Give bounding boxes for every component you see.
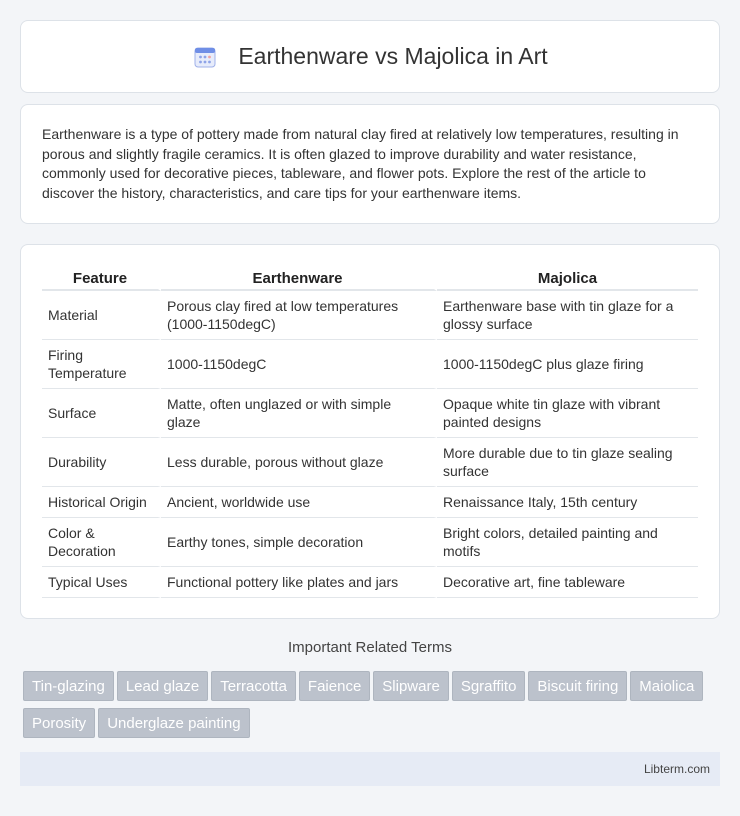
table-row xyxy=(42,340,698,389)
footer-brand-link[interactable]: Libterm.com xyxy=(643,762,710,776)
calendar-grid-icon xyxy=(192,44,218,70)
page-title: Earthenware vs Majolica in Art xyxy=(238,43,548,69)
cell-earthenware: Functional pottery like plates and jars xyxy=(161,567,437,598)
tag-tin-glazing[interactable]: Tin-glazing xyxy=(23,671,114,701)
intro-text: Earthenware is a type of pottery made from natural clay fired at relatively low temperatures, resulting in porous and slightly fragile ceramics. It is often glazed to improve durability and water resistance, commonly used for decorative pieces, tableware, and flower pots. Explore the rest of the article to discover the history, characteristics, and care tips for your earthenware items. xyxy=(42,126,679,201)
cell-earthenware: Matte, often unglazed or with simple glaze xyxy=(161,389,437,438)
table-row xyxy=(42,567,698,598)
table-row xyxy=(42,487,698,518)
cell-majolica: Renaissance Italy, 15th century xyxy=(437,487,698,518)
header-earthenware: Earthenware xyxy=(161,265,437,291)
header-majolica: Majolica xyxy=(437,265,698,291)
tag-maiolica[interactable]: Maiolica xyxy=(630,671,703,701)
cell-earthenware: Earthy tones, simple decoration xyxy=(161,518,437,567)
cell-majolica: Bright colors, detailed painting and motifs xyxy=(437,518,698,567)
cell-earthenware: 1000-1150degC xyxy=(161,340,437,389)
tag-biscuit-firing[interactable]: Biscuit firing xyxy=(528,671,627,701)
comparison-table xyxy=(42,265,698,598)
table-row xyxy=(42,389,698,438)
related-tags xyxy=(23,671,723,745)
comparison-card xyxy=(20,244,720,619)
footer xyxy=(20,752,720,786)
title-card xyxy=(20,20,720,93)
cell-majolica: Decorative art, fine tableware xyxy=(437,567,698,598)
cell-feature: Surface xyxy=(42,389,161,438)
cell-earthenware: Less durable, porous without glaze xyxy=(161,438,437,487)
cell-majolica: 1000-1150degC plus glaze firing xyxy=(437,340,698,389)
tag-underglaze-painting[interactable]: Underglaze painting xyxy=(98,708,249,738)
table-header-row xyxy=(42,265,698,291)
tag-slipware[interactable]: Slipware xyxy=(373,671,449,701)
cell-majolica: More durable due to tin glaze sealing surface xyxy=(437,438,698,487)
cell-feature: Firing Temperature xyxy=(42,340,161,389)
cell-earthenware: Porous clay fired at low temperatures (1000-1150degC) xyxy=(161,291,437,340)
tag-terracotta[interactable]: Terracotta xyxy=(211,671,296,701)
intro-card xyxy=(20,104,720,224)
cell-majolica: Earthenware base with tin glaze for a glossy surface xyxy=(437,291,698,340)
cell-feature: Material xyxy=(42,291,161,340)
tag-sgraffito[interactable]: Sgraffito xyxy=(452,671,526,701)
cell-feature: Typical Uses xyxy=(42,567,161,598)
header-feature: Feature xyxy=(42,265,161,291)
tag-faience[interactable]: Faience xyxy=(299,671,370,701)
tag-lead-glaze[interactable]: Lead glaze xyxy=(117,671,208,701)
table-row xyxy=(42,518,698,567)
cell-majolica: Opaque white tin glaze with vibrant painted designs xyxy=(437,389,698,438)
table-row xyxy=(42,438,698,487)
cell-earthenware: Ancient, worldwide use xyxy=(161,487,437,518)
cell-feature: Color & Decoration xyxy=(42,518,161,567)
related-terms-title: Important Related Terms xyxy=(288,639,452,656)
table-row xyxy=(42,291,698,340)
cell-feature: Historical Origin xyxy=(42,487,161,518)
cell-feature: Durability xyxy=(42,438,161,487)
tag-porosity[interactable]: Porosity xyxy=(23,708,95,738)
